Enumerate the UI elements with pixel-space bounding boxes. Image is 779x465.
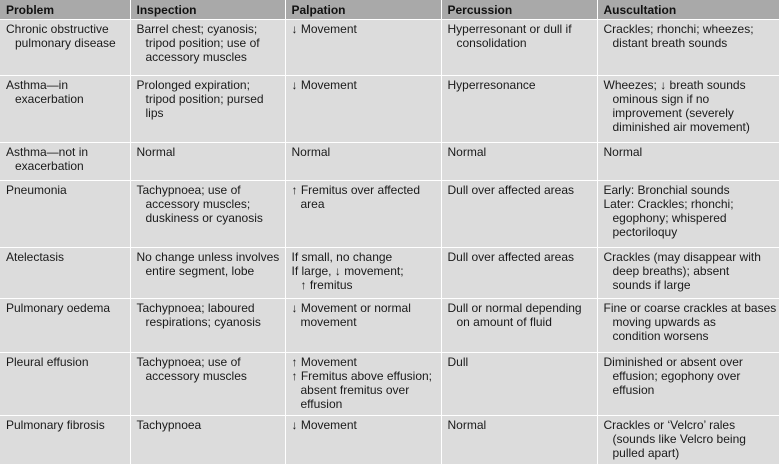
cell-line: (sounds like Velcro being — [612, 432, 746, 446]
table-row — [0, 353, 779, 416]
cell-line: lips — [145, 106, 164, 120]
cell-line: Dull — [447, 355, 469, 369]
cell-line: deep breaths); absent — [612, 264, 730, 278]
cell-problem — [0, 143, 130, 181]
cell-line: Crackles; rhonchi; wheezes; — [603, 22, 754, 36]
cell-line: accessory muscles; — [145, 197, 251, 211]
cell-palpation — [285, 248, 441, 299]
table-row — [0, 76, 779, 143]
cell-problem — [0, 299, 130, 353]
cell-line: distant breath sounds — [612, 36, 728, 50]
cell-problem — [0, 248, 130, 299]
cell-inspection — [130, 76, 285, 143]
cell-line: Hyperresonant or dull if — [447, 22, 572, 36]
cell-palpation — [285, 181, 441, 248]
cell-problem — [0, 76, 130, 143]
cell-line: Hyperresonance — [447, 78, 536, 92]
header-palpation: Palpation — [285, 0, 441, 20]
cell-line: If small, no change — [291, 250, 393, 264]
cell-line: Later: Crackles; rhonchi; — [603, 197, 734, 211]
cell-line: improvement (severely — [612, 106, 734, 120]
cell-problem — [0, 181, 130, 248]
cell-line: Asthma—in — [6, 78, 69, 92]
cell-inspection — [130, 20, 285, 76]
cell-line: Diminished or absent over — [603, 355, 743, 369]
table-row — [0, 416, 779, 465]
cell-auscultation — [597, 20, 779, 76]
cell-line: exacerbation — [15, 92, 84, 106]
cell-line: Dull or normal depending — [447, 301, 582, 315]
cell-percussion — [441, 416, 597, 465]
cell-palpation — [285, 76, 441, 143]
cell-inspection — [130, 353, 285, 416]
cell-line: Crackles or ‘Velcro’ rales — [603, 418, 736, 432]
cell-line: Crackles (may disappear with — [603, 250, 761, 264]
cell-line: Chronic obstructive — [6, 22, 109, 36]
cell-palpation — [285, 20, 441, 76]
cell-line: Normal — [447, 145, 487, 159]
cell-percussion — [441, 76, 597, 143]
cell-percussion — [441, 248, 597, 299]
table-row — [0, 248, 779, 299]
cell-line: accessory muscles — [145, 50, 247, 64]
cell-line: ↓ Movement — [291, 22, 357, 36]
cell-line: Tachypnoea; laboured — [136, 301, 255, 315]
cell-line: accessory muscles — [145, 369, 247, 383]
cell-line: Prolonged expiration; — [136, 78, 250, 92]
table-row — [0, 181, 779, 248]
cell-line: Tachypnoea; use of — [136, 183, 241, 197]
cell-inspection — [130, 416, 285, 465]
table-row — [0, 20, 779, 76]
cell-inspection — [130, 181, 285, 248]
cell-line: moving upwards as — [612, 315, 716, 329]
cell-auscultation — [597, 76, 779, 143]
cell-line: Normal — [291, 145, 331, 159]
cell-line: exacerbation — [15, 159, 84, 173]
cell-inspection — [130, 248, 285, 299]
header-problem: Problem — [0, 0, 130, 20]
cell-line: consolidation — [456, 36, 527, 50]
cell-problem — [0, 416, 130, 465]
cell-palpation — [285, 299, 441, 353]
table-row — [0, 299, 779, 353]
cell-line: diminished air movement) — [612, 120, 750, 134]
cell-line: pulmonary disease — [15, 36, 116, 50]
cell-inspection — [130, 299, 285, 353]
cell-percussion — [441, 143, 597, 181]
cell-palpation — [285, 143, 441, 181]
cell-line: tripod position; use of — [145, 36, 260, 50]
cell-line: respirations; cyanosis — [145, 315, 261, 329]
header-inspection: Inspection — [130, 0, 285, 20]
table-row — [0, 143, 779, 181]
cell-line: pulled apart) — [612, 446, 680, 460]
cell-line: Pneumonia — [6, 183, 67, 197]
cell-inspection — [130, 143, 285, 181]
cell-auscultation — [597, 181, 779, 248]
cell-line: ↓ Movement — [291, 78, 357, 92]
cell-line: movement — [300, 315, 357, 329]
cell-line: If large, ↓ movement; — [291, 264, 404, 278]
cell-line: ↑ fremitus — [300, 278, 353, 292]
cell-problem — [0, 353, 130, 416]
cell-percussion — [441, 353, 597, 416]
cell-line: Early: Bronchial sounds — [603, 183, 730, 197]
header-row — [0, 0, 779, 20]
table-header — [0, 0, 779, 20]
header-percussion: Percussion — [441, 0, 597, 20]
cell-line: Normal — [136, 145, 176, 159]
cell-line: Pulmonary fibrosis — [6, 418, 105, 432]
cell-percussion — [441, 299, 597, 353]
cell-line: ↑ Fremitus over affected — [291, 183, 420, 197]
cell-line: absent fremitus over — [300, 383, 410, 397]
cell-palpation — [285, 416, 441, 465]
cell-line: ominous sign if no — [612, 92, 710, 106]
cell-line: entire segment, lobe — [145, 264, 255, 278]
cell-auscultation — [597, 143, 779, 181]
cell-line: effusion — [612, 383, 655, 397]
cell-line: ↑ Movement — [291, 355, 357, 369]
cell-line: Pleural effusion — [6, 355, 89, 369]
cell-line: Dull over affected areas — [447, 250, 575, 264]
cell-line: ↑ Fremitus above effusion; — [291, 369, 433, 383]
cell-line: Asthma—not in — [6, 145, 89, 159]
cell-line: effusion; egophony over — [612, 369, 741, 383]
cell-line: Barrel chest; cyanosis; — [136, 22, 258, 36]
cell-percussion — [441, 20, 597, 76]
cell-problem — [0, 20, 130, 76]
cell-line: effusion — [300, 397, 343, 411]
header-auscultation: Auscultation — [597, 0, 779, 20]
cell-percussion — [441, 181, 597, 248]
cell-auscultation — [597, 299, 779, 353]
cell-line: Tachypnoea; use of — [136, 355, 241, 369]
cell-line: egophony; whispered — [612, 211, 727, 225]
cell-line: No change unless involves — [136, 250, 280, 264]
cell-palpation — [285, 353, 441, 416]
cell-line: Pulmonary oedema — [6, 301, 111, 315]
cell-line: ↓ Movement or normal — [291, 301, 411, 315]
cell-line: sounds if large — [612, 278, 691, 292]
cell-line: Normal — [603, 145, 643, 159]
cell-line: Dull over affected areas — [447, 183, 575, 197]
cell-line: tripod position; pursed — [145, 92, 264, 106]
cell-line: Normal — [447, 418, 487, 432]
cell-line: duskiness or cyanosis — [145, 211, 263, 225]
cell-line: Atelectasis — [6, 250, 65, 264]
cell-auscultation — [597, 248, 779, 299]
cell-line: Wheezes; ↓ breath sounds — [603, 78, 746, 92]
table-body — [0, 20, 779, 465]
cell-line: ↓ Movement — [291, 418, 357, 432]
cell-line: pectoriloquy — [612, 225, 678, 239]
cell-line: area — [300, 197, 325, 211]
cell-auscultation — [597, 416, 779, 465]
cell-line: Tachypnoea — [136, 418, 202, 432]
cell-line: condition worsens — [612, 329, 709, 343]
cell-line: on amount of fluid — [456, 315, 552, 329]
cell-auscultation — [597, 353, 779, 416]
cell-line: Fine or coarse crackles at bases — [603, 301, 777, 315]
